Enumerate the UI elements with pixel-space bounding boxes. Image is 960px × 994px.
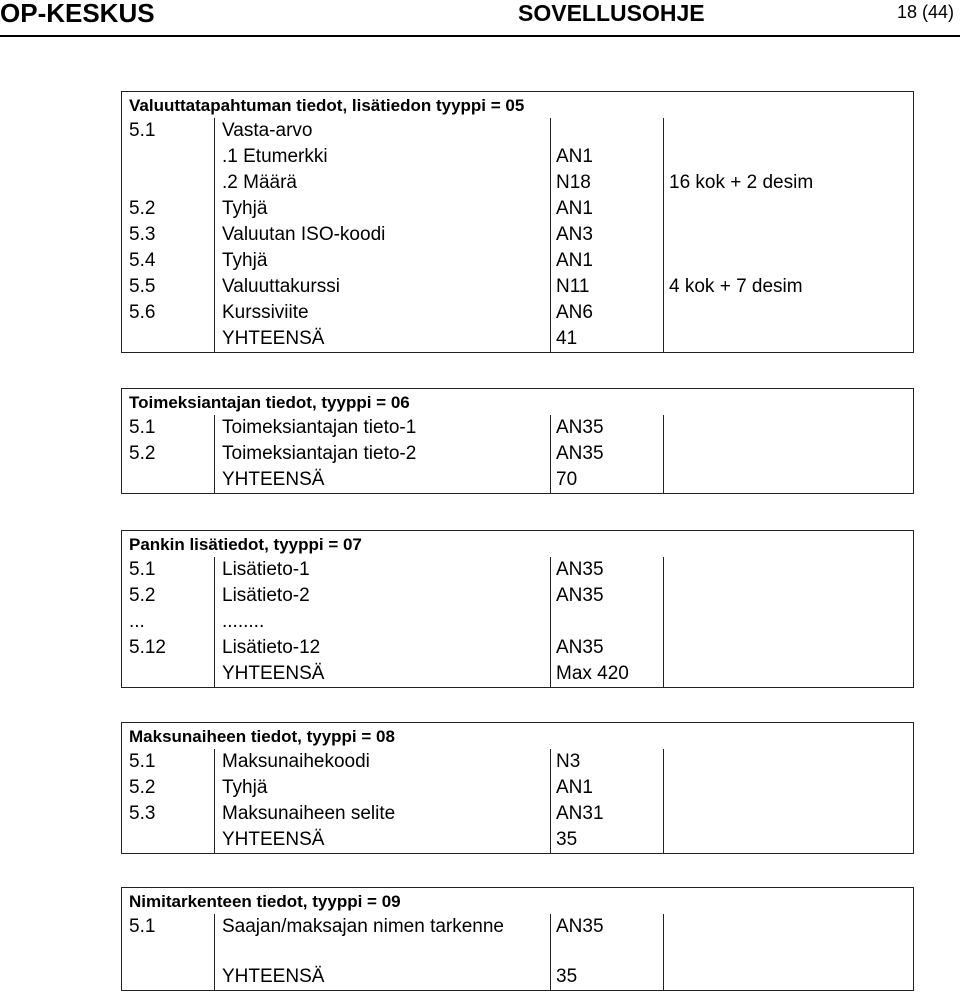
table-row — [122, 300, 913, 326]
field-number: 5.5 — [129, 276, 156, 297]
field-number: 5.1 — [129, 417, 156, 438]
table-row — [122, 441, 913, 467]
field-name: ........ — [222, 611, 265, 632]
field-name: Tyhjä — [222, 777, 268, 798]
field-type: 35 — [556, 829, 578, 850]
table-title: Toimeksiantajan tiedot, tyyppi = 06 — [129, 393, 410, 412]
table-row — [122, 827, 913, 853]
field-name: Lisätieto-2 — [222, 585, 310, 606]
table-row — [122, 609, 913, 635]
field-type: 35 — [556, 966, 578, 987]
page-number: 18 (44) — [896, 2, 954, 22]
field-name: Saajan/maksajan nimen tarkenne — [222, 916, 505, 937]
field-type: AN35 — [556, 443, 604, 464]
table-row — [122, 467, 913, 493]
table-row — [122, 635, 913, 661]
header-divider — [0, 35, 960, 37]
field-type: AN1 — [556, 198, 593, 219]
field-type: AN1 — [556, 146, 593, 167]
table-row — [122, 326, 913, 352]
field-type: AN1 — [556, 777, 593, 798]
field-name: Valuutan ISO-koodi — [222, 224, 386, 245]
field-number: 5.3 — [129, 803, 156, 824]
field-name: Lisätieto-12 — [222, 637, 321, 658]
table-row — [122, 583, 913, 609]
field-name: .1 Etumerkki — [222, 146, 328, 167]
table-row — [122, 801, 913, 827]
table-row — [122, 557, 913, 583]
field-number: 5.6 — [129, 302, 156, 323]
field-type: N18 — [556, 172, 591, 193]
table-row — [122, 248, 913, 274]
table-row — [122, 661, 913, 687]
field-number: ... — [129, 611, 145, 632]
field-name: YHTEENSÄ — [222, 829, 325, 850]
field-name: Maksunaihekoodi — [222, 751, 370, 772]
field-type: AN31 — [556, 803, 604, 824]
document-title: SOVELLUSOHJE — [518, 0, 705, 26]
field-type: AN35 — [556, 637, 604, 658]
table-row — [122, 964, 913, 990]
org-name: OP-KESKUS — [0, 0, 155, 28]
table-row — [122, 415, 913, 441]
field-note: 4 kok + 7 desim — [669, 276, 803, 297]
field-name: Toimeksiantajan tieto-1 — [222, 417, 417, 438]
field-name: Kurssiviite — [222, 302, 309, 323]
field-number: 5.1 — [129, 120, 156, 141]
field-number: 5.4 — [129, 250, 156, 271]
field-number: 5.1 — [129, 751, 156, 772]
record-table — [121, 887, 914, 991]
table-row — [122, 170, 913, 196]
field-number: 5.12 — [129, 637, 166, 658]
field-type: N11 — [556, 276, 590, 297]
field-type: AN1 — [556, 250, 593, 271]
field-number: 5.1 — [129, 916, 156, 937]
field-type: AN35 — [556, 417, 604, 438]
field-number: 5.1 — [129, 559, 156, 580]
field-name: YHTEENSÄ — [222, 663, 325, 684]
field-type: 41 — [556, 328, 578, 349]
table-row — [122, 118, 913, 144]
field-type: AN3 — [556, 224, 593, 245]
field-name: Lisätieto-1 — [222, 559, 310, 580]
field-name: YHTEENSÄ — [222, 966, 325, 987]
table-row — [122, 775, 913, 801]
field-name: YHTEENSÄ — [222, 328, 325, 349]
field-type: AN35 — [556, 585, 604, 606]
field-type: N3 — [556, 751, 581, 772]
field-type: AN35 — [556, 559, 604, 580]
field-name: Valuuttakurssi — [222, 276, 340, 297]
field-name: Tyhjä — [222, 198, 268, 219]
table-row — [122, 222, 913, 248]
table-row — [122, 749, 913, 775]
field-type: AN35 — [556, 916, 604, 937]
field-name: Maksunaiheen selite — [222, 803, 396, 824]
field-number: 5.2 — [129, 443, 156, 464]
field-number: 5.2 — [129, 777, 156, 798]
table-title: Pankin lisätiedot, tyyppi = 07 — [129, 535, 362, 554]
record-table — [121, 530, 914, 688]
record-table — [121, 388, 914, 494]
table-row — [122, 196, 913, 222]
field-type: 70 — [556, 469, 578, 490]
table-title: Nimitarkenteen tiedot, tyyppi = 09 — [129, 892, 401, 911]
table-row — [122, 144, 913, 170]
field-name: Vasta-arvo — [222, 120, 313, 141]
field-name: YHTEENSÄ — [222, 469, 325, 490]
record-table — [121, 722, 914, 854]
field-name: Toimeksiantajan tieto-2 — [222, 443, 417, 464]
table-row — [122, 274, 913, 300]
field-type: Max 420 — [556, 663, 629, 684]
field-number: 5.2 — [129, 585, 156, 606]
field-name: .2 Määrä — [222, 172, 297, 193]
field-note: 16 kok + 2 desim — [669, 172, 814, 193]
table-title: Maksunaiheen tiedot, tyyppi = 08 — [129, 727, 395, 746]
table-title: Valuuttatapahtuman tiedot, lisätiedon tyyppi = 05 — [129, 96, 525, 115]
table-row — [122, 914, 913, 964]
field-type: AN6 — [556, 302, 593, 323]
field-name: Tyhjä — [222, 250, 268, 271]
field-number: 5.2 — [129, 198, 156, 219]
field-number: 5.3 — [129, 224, 156, 245]
record-table — [121, 91, 914, 353]
